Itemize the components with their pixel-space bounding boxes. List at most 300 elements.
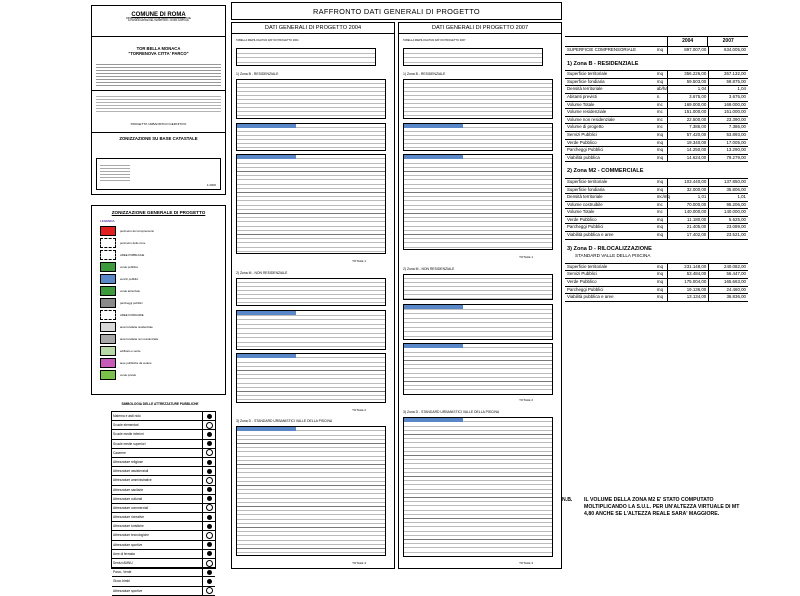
symbol-label: Aree di fermata	[112, 550, 203, 558]
summary-cell-unit: mq	[656, 279, 664, 285]
summary-cell-label: Volume non residenziale	[567, 116, 615, 122]
summary-cell-v2: 3.675,00	[708, 94, 748, 101]
summary-row	[565, 279, 748, 287]
summary-cell-label: Verde Pubblico	[567, 139, 597, 145]
summary-cell-v2: 56.447,00	[708, 271, 748, 278]
summary-cell-v1: 151.000,00	[667, 109, 709, 116]
comune-title: COMUNE DI ROMA	[131, 12, 186, 18]
summary-row	[565, 86, 748, 94]
legend-item	[100, 225, 225, 237]
legend-swatch	[100, 274, 116, 284]
zone2-2004-label: 2) Zona M - NON RESIDENZIALE	[236, 271, 288, 275]
facility-symbol-icon	[203, 531, 215, 539]
project-subname: "TORRENOVA CITTA' PARCO"	[128, 51, 189, 56]
data-table-block	[236, 79, 386, 119]
legend-item	[100, 261, 225, 273]
symbol-row	[112, 504, 215, 513]
summary-cell-v1: 32.000,00	[667, 187, 709, 194]
legend-swatch	[100, 226, 116, 236]
summary-cell-label: Verde Pubblico	[567, 216, 597, 222]
summary-cell-unit: mq	[656, 131, 664, 137]
summary-cell-v2: 357.132,00	[708, 71, 748, 78]
summary-cell-unit: mq	[656, 154, 664, 160]
summary-cell-v1: 7.386,00	[667, 124, 709, 131]
legend-swatch	[100, 298, 116, 308]
symbol-row	[112, 550, 215, 559]
summary-cell-v2: 95.206,00	[708, 202, 748, 209]
data-table-block	[403, 417, 553, 557]
legend-panel	[91, 205, 226, 395]
summary-cell-label: Parcheggi Pubblici	[567, 224, 604, 230]
section-header-bar	[237, 354, 296, 358]
data-table-block	[236, 353, 386, 403]
comune-sub1: DIPARTIMENTO VI - POLITICHE DELLA PROGRAMMAZIONE	[126, 18, 191, 20]
facility-symbol-icon	[203, 541, 215, 549]
title-block	[91, 5, 226, 195]
summary-row	[565, 132, 748, 140]
summary-row	[565, 224, 748, 232]
legend-list	[100, 225, 225, 381]
summary-cell-unit: mq	[656, 178, 664, 184]
facility-symbol-icon	[203, 587, 215, 595]
summary-cell-v1: 1,01	[667, 194, 709, 201]
legend-swatch	[100, 334, 116, 344]
section2-title: 2) Zona M2 - COMMERCIALE	[567, 168, 644, 175]
section-header-bar	[237, 155, 296, 159]
symbol-label: Attrezzature sanitarie	[112, 486, 203, 494]
summary-cell-v1: 356.226,00	[667, 71, 709, 78]
symbol-row	[112, 449, 215, 458]
summary-cell-label: Verde Pubblico	[567, 279, 597, 285]
zone1-2007-label: 1) Zona B - RESIDENZIALE	[403, 72, 446, 76]
title-2007: DATI GENERALI DI PROGETTO 2007	[431, 25, 529, 31]
summary-cell-v2: 137.850,00	[708, 179, 748, 186]
legend-label: parcheggi pubblici	[120, 301, 143, 305]
scale-box	[96, 158, 221, 190]
data-table-block	[403, 79, 553, 119]
symbol-label: Scuole elementari	[112, 421, 203, 429]
summary-row	[565, 147, 748, 155]
totale1-2007: TOTALE 1	[519, 255, 533, 259]
summary-cell-unit: mq	[656, 286, 664, 292]
summary-row	[565, 178, 748, 187]
scale-value: 1:2000	[206, 183, 216, 187]
summary-cell-unit: mq	[656, 71, 664, 77]
summary-cell-v2: 36.836,00	[708, 294, 748, 301]
legend-swatch	[100, 358, 116, 368]
summary-cell-v2: 240.082,00	[708, 264, 748, 271]
symbol-label: Caserme	[112, 449, 203, 457]
summary-cell-v1: 231.148,00	[667, 264, 709, 271]
legend-item	[100, 321, 225, 333]
summary-row	[565, 217, 748, 225]
summary-cell-v2: 1,04	[708, 86, 748, 93]
summary-cell-v1: 19.136,00	[667, 287, 709, 294]
symbols-title: SIMBOLOGIA DELLE ATTREZZATURE PUBBLICHE	[121, 402, 199, 406]
facility-symbol-icon	[203, 513, 215, 521]
summary-cell-v2: 1,01	[708, 194, 748, 201]
summary-cell-v1: 17.402,00	[667, 232, 709, 239]
legend-label: verde pubblico	[120, 265, 139, 269]
section-header-bar	[404, 418, 463, 422]
summary-row	[565, 117, 748, 125]
legend-label: edificato e verde	[120, 349, 141, 353]
zone1-2004-label: 1) Zona B - RESIDENZIALE	[236, 72, 279, 76]
section-header-bar	[237, 124, 296, 128]
summary-cell-v1: 3.675,00	[667, 94, 709, 101]
summary-cell-v1: 59.503,00	[667, 79, 709, 86]
signatures	[96, 94, 221, 114]
legend-subtitle: LEGENDA	[100, 219, 115, 223]
summary-cell-v2: 17.005,00	[708, 140, 748, 147]
summary-cell-unit: mq	[656, 147, 664, 153]
symbol-row	[112, 440, 215, 449]
summary-cell-v2: 79.279,00	[708, 155, 748, 162]
legend-swatch	[100, 262, 116, 272]
zone2-2007-label: 2) Zona M - NON RESIDENZIALE	[403, 267, 455, 271]
facility-symbol-icon	[203, 467, 215, 475]
totale2-2004: TOTALE 2	[352, 408, 366, 412]
totale2-2007: TOTALE 2	[519, 398, 533, 402]
data-table-block	[403, 48, 543, 66]
legend-swatch	[100, 238, 116, 248]
summary-cell-v1: 53.484,00	[667, 271, 709, 278]
legend-label: area fondiaria residenziale	[120, 325, 153, 329]
legend-item	[100, 369, 225, 381]
legend-swatch	[100, 286, 116, 296]
section3-title: 3) Zona D - RILOCALIZZAZIONE	[567, 245, 652, 252]
summary-cell-unit: n.	[656, 93, 661, 99]
summary-cell-unit: mc	[656, 209, 663, 215]
summary-cell-unit: mq	[656, 224, 664, 230]
legend-item	[100, 297, 225, 309]
symbol-label: Attrezzature turistiche	[112, 522, 203, 530]
symbol-row	[112, 495, 215, 504]
summary-row	[565, 263, 748, 272]
summary-cell-label: Densità territoriale	[567, 194, 603, 200]
data-table-block	[403, 304, 553, 340]
legend-label: AREE FONDIARIE	[120, 313, 144, 317]
summary-cell-v2: 59.875,00	[708, 79, 748, 86]
legend-item	[100, 345, 225, 357]
legend-swatch	[100, 322, 116, 332]
section-header-bar	[237, 427, 296, 431]
year-2004: 2004	[667, 37, 708, 46]
facility-symbol-icon	[203, 476, 215, 484]
main-title: RAFFRONTO DATI GENERALI DI PROGETTO	[313, 7, 480, 16]
facility-symbol-icon	[203, 568, 215, 576]
summary-cell-v2: 35.806,00	[708, 187, 748, 194]
symbol-row	[112, 458, 215, 467]
section-header-bar	[237, 311, 296, 315]
facility-symbol-icon	[203, 577, 215, 585]
comune-sub2: E PIANIFICAZIONE DEL TERRITORIO - ROMA CAPITALE	[128, 20, 189, 22]
summary-cell-unit: mq	[656, 271, 664, 277]
summary-row	[565, 94, 748, 102]
summary-row	[565, 209, 748, 217]
symbol-label: Attrezzature religiose	[112, 458, 203, 466]
summary-cell-unit: mq	[656, 78, 664, 84]
facility-symbol-icon	[203, 458, 215, 466]
data-table-block	[403, 274, 553, 300]
data-table-block	[236, 123, 386, 151]
title-block-details	[96, 62, 221, 86]
summary-cell-label: Volume di progetto	[567, 124, 604, 130]
summary-cell-v1: 14.624,00	[667, 155, 709, 162]
summary-cell-v1: 57.420,00	[667, 132, 709, 139]
legend-item	[100, 357, 225, 369]
facility-symbol-icon	[203, 412, 215, 420]
symbol-row	[112, 412, 215, 421]
summary-row	[565, 155, 748, 163]
symbol-label: Scuole medie superiori	[112, 440, 203, 448]
summary-cell-v2: 13.290,00	[708, 147, 748, 154]
section-header-bar	[404, 155, 463, 159]
symbol-label: Gioco bimbi	[112, 577, 203, 585]
zonizzazione-catastale-title: ZONIZZAZIONE SU BASE CATASTALE	[119, 136, 198, 141]
section1-title: 1) Zona B - RESIDENZIALE	[567, 60, 639, 67]
totale1-2004: TOTALE 1	[352, 259, 366, 263]
tab-title-2007: TABELLA RIEPILOGATIVA DATI DI PROGETTO 2007	[403, 39, 466, 42]
section3-subtitle: STANDARD VALLE DELLA PISCINA	[575, 253, 651, 259]
symbol-row	[112, 541, 215, 550]
facility-symbol-icon	[203, 486, 215, 494]
summary-row	[565, 124, 748, 132]
summary-cell-v2: 23.521,00	[708, 232, 748, 239]
summary-row	[565, 294, 748, 302]
symbol-row	[112, 587, 215, 596]
progetto-label: PROGETTO URBANISTICO DEFINITIVO	[130, 122, 187, 126]
summary-cell-v1: 19.340,00	[667, 140, 709, 147]
facility-symbol-icon	[203, 495, 215, 503]
summary-cell-v2: 5.625,00	[708, 217, 748, 224]
facility-symbol-icon	[203, 559, 215, 567]
summary-cell-unit: mc	[656, 109, 663, 115]
legend-item	[100, 333, 225, 345]
symbol-label: Attrezzature ricreative	[112, 513, 203, 521]
legend-item	[100, 249, 225, 261]
summary-cell-v2: 23.390,00	[708, 117, 748, 124]
symbol-label: Scuole medie inferiori	[112, 430, 203, 438]
symbol-row	[112, 486, 215, 495]
symbol-row	[112, 467, 215, 476]
summary-cell-v1: 11.180,00	[667, 217, 709, 224]
summary-cell-v2: 151.000,00	[708, 109, 748, 116]
symbol-label: Attrezzature tecnologiche	[112, 531, 203, 539]
summary-panel	[565, 36, 748, 302]
summary-cell-unit: mc/mq	[656, 194, 670, 200]
summary-row	[565, 271, 748, 279]
summary-cell-unit: mq	[656, 263, 664, 269]
symbol-label: Servizi AMNU	[112, 559, 203, 567]
data-table-block	[403, 154, 553, 250]
summary-cell-label: Densità territoriale	[567, 86, 603, 92]
section3-rows	[565, 263, 748, 302]
column-2004	[231, 22, 395, 569]
legend-swatch	[100, 250, 116, 260]
symbol-label: Attrezzature commerciali	[112, 504, 203, 512]
symbol-row	[112, 531, 215, 540]
summary-cell-label: Superficie territoriale	[567, 71, 608, 77]
facility-symbol-icon	[203, 550, 215, 558]
summary-row	[565, 232, 748, 240]
summary-cell-label: Volume Totale	[567, 209, 595, 215]
column-2007	[398, 22, 562, 569]
summary-cell-label: Viabilità pubblica	[567, 154, 600, 160]
facility-symbol-icon	[203, 430, 215, 438]
summary-cell-v2: 7.386,00	[708, 124, 748, 131]
note-text: IL VOLUME DELLA ZONA M2 E' STATO COMPUTATO MOLTIPLICANDO LA S.U.L. PER UN'ALTEZZA VIRTUALE DI MT 4,80 ANCHE SE L'ALTEZZA REALE SARA' MAGGIORE.	[584, 497, 740, 517]
summary-cell-v1: 103.440,00	[667, 179, 709, 186]
summary-row	[565, 102, 748, 110]
summary-cell-v1: 13.134,00	[667, 294, 709, 301]
legend-item	[100, 309, 225, 321]
totale3-2007: TOTALE 3	[519, 561, 533, 565]
section-header-bar	[404, 124, 463, 128]
summary-cell-label: Parcheggi Pubblici	[567, 286, 604, 292]
summary-cell-label: Superficie territoriale	[567, 178, 608, 184]
legend-label: verde privato	[120, 373, 137, 377]
legend-swatch	[100, 346, 116, 356]
summary-cell-v2: 169.000,00	[708, 102, 748, 109]
legend-item	[100, 273, 225, 285]
summary-cell-unit: mc	[656, 124, 663, 130]
zone3-2004-label: 3) Zona D - STANDARD URBANISTICI VALLE DELLA PISCINA	[236, 419, 333, 423]
section-header-bar	[404, 305, 463, 309]
summary-cell-unit: mc	[656, 116, 663, 122]
summary-cell-label: Abitanti previsti	[567, 93, 597, 99]
zone3-2007-label: 3) Zona D - STANDARD URBANISTICI VALLE DELLA PISCINA	[403, 410, 500, 414]
symbol-label: Attrezzature sportive	[112, 541, 203, 549]
legend-swatch	[100, 370, 116, 380]
note-prefix: N.B.	[562, 497, 573, 503]
symbol-label: Attrezzature amministrative	[112, 476, 203, 484]
summary-cell-v1: 140.000,00	[667, 209, 709, 216]
data-table-block	[236, 278, 386, 306]
summary-cell-label: Volume costruibile	[567, 201, 603, 207]
facility-symbol-icon	[203, 449, 215, 457]
totale3-2004: TOTALE 3	[352, 561, 366, 565]
summary-cell-v1: 169.000,00	[667, 102, 709, 109]
summary-cell-v2: 140.000,00	[708, 209, 748, 216]
summary-cell-unit: mq	[656, 216, 664, 222]
summary-cell-label: Volume residenziale	[567, 109, 607, 115]
summary-cell-v2: 165.663,00	[708, 279, 748, 286]
summary-cell-v2: 53.893,00	[708, 132, 748, 139]
symbol-label: Attrezzature assistenziali	[112, 467, 203, 475]
summary-cell-label: Parcheggi Pubblici	[567, 147, 604, 153]
title-2004: DATI GENERALI DI PROGETTO 2004	[264, 25, 362, 31]
summary-cell-v1: 21.405,00	[667, 224, 709, 231]
symbol-row	[112, 522, 215, 531]
symbol-label: Attrezzature sportive	[112, 587, 203, 595]
summary-row	[565, 70, 748, 79]
symbol-label: Materna e asili nido	[112, 412, 203, 420]
summary-cell-label: Volume Totale	[567, 101, 595, 107]
symbol-row	[112, 577, 215, 586]
legend-label: perimetro del comprensorio	[120, 229, 155, 233]
main-title-box	[231, 2, 562, 20]
facility-symbol-icon	[203, 440, 215, 448]
summary-cell-v2: 24.460,00	[708, 287, 748, 294]
facility-symbol-icon	[203, 504, 215, 512]
summary-cell-label: Servizi Pubblici	[567, 131, 597, 137]
legend-label: perimetro delle zone	[120, 241, 146, 245]
data-table-block	[403, 343, 553, 395]
symbol-row	[112, 513, 215, 522]
data-table-block	[236, 426, 386, 556]
legend-item	[100, 285, 225, 297]
summary-cell-label: Superficie territoriale	[567, 263, 608, 269]
section2-rows	[565, 178, 748, 240]
summary-cell-unit: mq	[656, 186, 664, 192]
summary-cell-unit: ab/ha	[656, 86, 668, 92]
data-table-block	[236, 310, 386, 350]
section1-rows	[565, 70, 748, 162]
summary-cell-label: Superficie fondiaria	[567, 78, 605, 84]
summary-cell-v1: 22.500,00	[667, 117, 709, 124]
summary-row	[565, 79, 748, 87]
legend-swatch	[100, 310, 116, 320]
summary-row	[565, 287, 748, 295]
summary-row	[565, 109, 748, 117]
data-table-block	[236, 154, 386, 254]
data-table-block	[236, 48, 376, 66]
symbol-row	[112, 559, 215, 568]
summary-cell-label: Viabilità pubblica e aree	[567, 294, 614, 300]
facility-symbol-icon	[203, 522, 215, 530]
tab-title-2004: TABELLA RIEPILOGATIVA DATI DI PROGETTO 2004	[236, 39, 299, 42]
symbol-row	[112, 568, 215, 577]
summary-cell-v1: 14.250,00	[667, 147, 709, 154]
symbol-label: Attrezzature culturali	[112, 495, 203, 503]
legend-label: verde attrezzato	[120, 289, 141, 293]
summary-cell-label: Superficie fondiaria	[567, 186, 605, 192]
data-table-block	[403, 123, 553, 151]
legend-label: servizi pubblici	[120, 277, 139, 281]
symbol-label: Parco, Verde	[112, 568, 203, 576]
summary-cell-unit: mq	[656, 294, 664, 300]
project-name: TOR BELLA MONACA	[136, 46, 181, 51]
summary-row	[565, 187, 748, 195]
legend-title: ZONIZZAZIONE GENERALE DI PROGETTO	[111, 210, 206, 215]
summary-cell-label: Servizi Pubblici	[567, 271, 597, 277]
summary-cell-v2: 23.089,00	[708, 224, 748, 231]
summary-cell-v1: 70.000,00	[667, 202, 709, 209]
summary-cell-v1: 1,04	[667, 86, 709, 93]
symbol-row	[112, 430, 215, 439]
legend-label: AREE PUBBLICHE	[120, 253, 145, 257]
facility-symbol-icon	[203, 421, 215, 429]
summary-row	[565, 140, 748, 148]
summary-cell-label: Viabilità pubblica e aree	[567, 232, 614, 238]
summary-cell-unit: mc	[656, 201, 663, 207]
summary-cell-unit: mc	[656, 101, 663, 107]
symbols-table	[111, 411, 216, 593]
legend-item	[100, 237, 225, 249]
year-2007: 2007	[707, 37, 748, 46]
legend-label: area fondiaria non residenziale	[120, 337, 159, 341]
legend-label: aree pubbliche da cedere	[120, 361, 152, 365]
summary-row	[565, 194, 748, 202]
summary-row	[565, 202, 748, 210]
superficie-row: SUPERFICIE COMPRENSORIALE mq 897.007,00 634.005,00	[565, 47, 748, 55]
symbol-row	[112, 476, 215, 485]
summary-cell-unit: mq	[656, 232, 664, 238]
section-header-bar	[404, 344, 463, 348]
summary-cell-unit: mq	[656, 139, 664, 145]
summary-cell-v1: 175.004,00	[667, 279, 709, 286]
